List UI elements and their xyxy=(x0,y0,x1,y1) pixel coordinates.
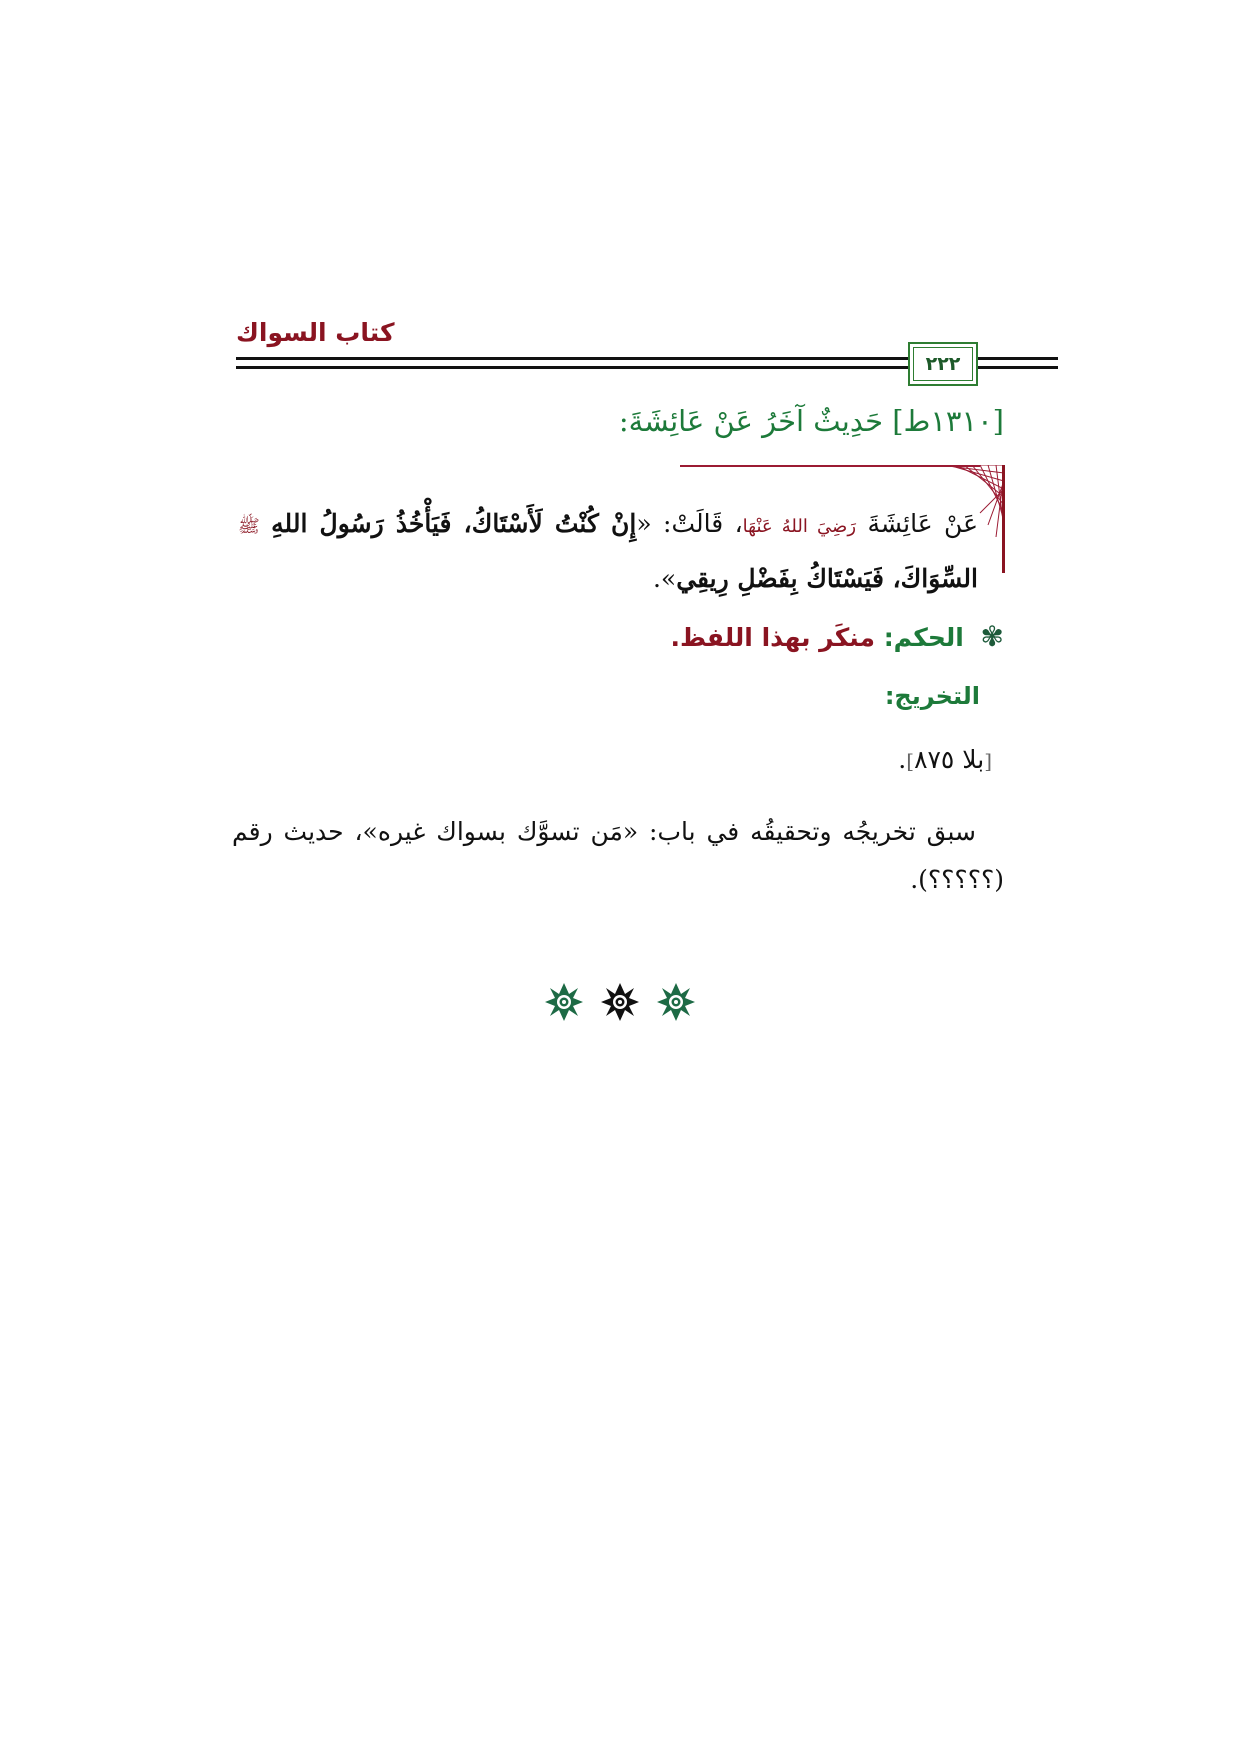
eight-point-star-ornament-icon xyxy=(656,982,696,1022)
hadith-box-side-border xyxy=(1002,465,1005,573)
prophet-honorific: ﷺ xyxy=(238,516,260,537)
eight-point-star-ornament-icon xyxy=(544,982,584,1022)
hadith-said: ، قَالَتْ: « xyxy=(636,509,743,538)
takhrij-reference xyxy=(392,745,992,774)
ruling-label: الحكم: xyxy=(883,623,964,652)
ref-bracket-open: [ xyxy=(984,749,992,773)
ref-text: بلا ٨٧٥ xyxy=(914,745,985,774)
ref-end: . xyxy=(898,745,907,774)
narrator-honorific: رَضِيَ اللهُ عَنْهَا xyxy=(742,516,857,537)
section-end-ornaments xyxy=(520,982,720,1026)
hadith-text xyxy=(238,498,978,605)
ref-bracket-close: ] xyxy=(906,749,915,773)
takhrij-paragraph: سبق تخريجُه وتحقيقُه في باب: «مَن تسوَّك بسواك غيره»، حديث رقم (؟؟؟؟؟). xyxy=(232,817,1004,894)
hadith-closing: ». xyxy=(652,564,677,593)
takhrij-label: التخريج: xyxy=(884,682,980,710)
page-number-badge xyxy=(908,342,978,386)
ruling-value: منكَر بهذا اللفظ. xyxy=(670,623,875,652)
book-title: كتاب السواك xyxy=(236,318,395,347)
header-rule-right-short xyxy=(978,357,1008,360)
page-number: ٢٢٢ xyxy=(925,353,961,375)
hadith-heading: [١٣١٠ط] حَدِيثٌ آخَرُ عَنْ عَائِشَةَ: xyxy=(618,404,1004,438)
hadith-matn-part1: إِنْ كُنْتُ لَأَسْتَاكُ، فَيَأْخُذُ رَسُولُ اللهِ xyxy=(271,509,637,538)
eight-point-star-ornament-icon xyxy=(600,982,640,1022)
hadith-ruling xyxy=(224,620,1004,653)
hadith-matn-part2: السِّوَاكَ، فَيَسْتَاكُ بِفَضْلِ رِيقِي xyxy=(676,564,978,593)
hadith-narrator: عَنْ عَائِشَةَ xyxy=(867,509,978,538)
rosette-icon: ✾ xyxy=(980,620,1004,653)
